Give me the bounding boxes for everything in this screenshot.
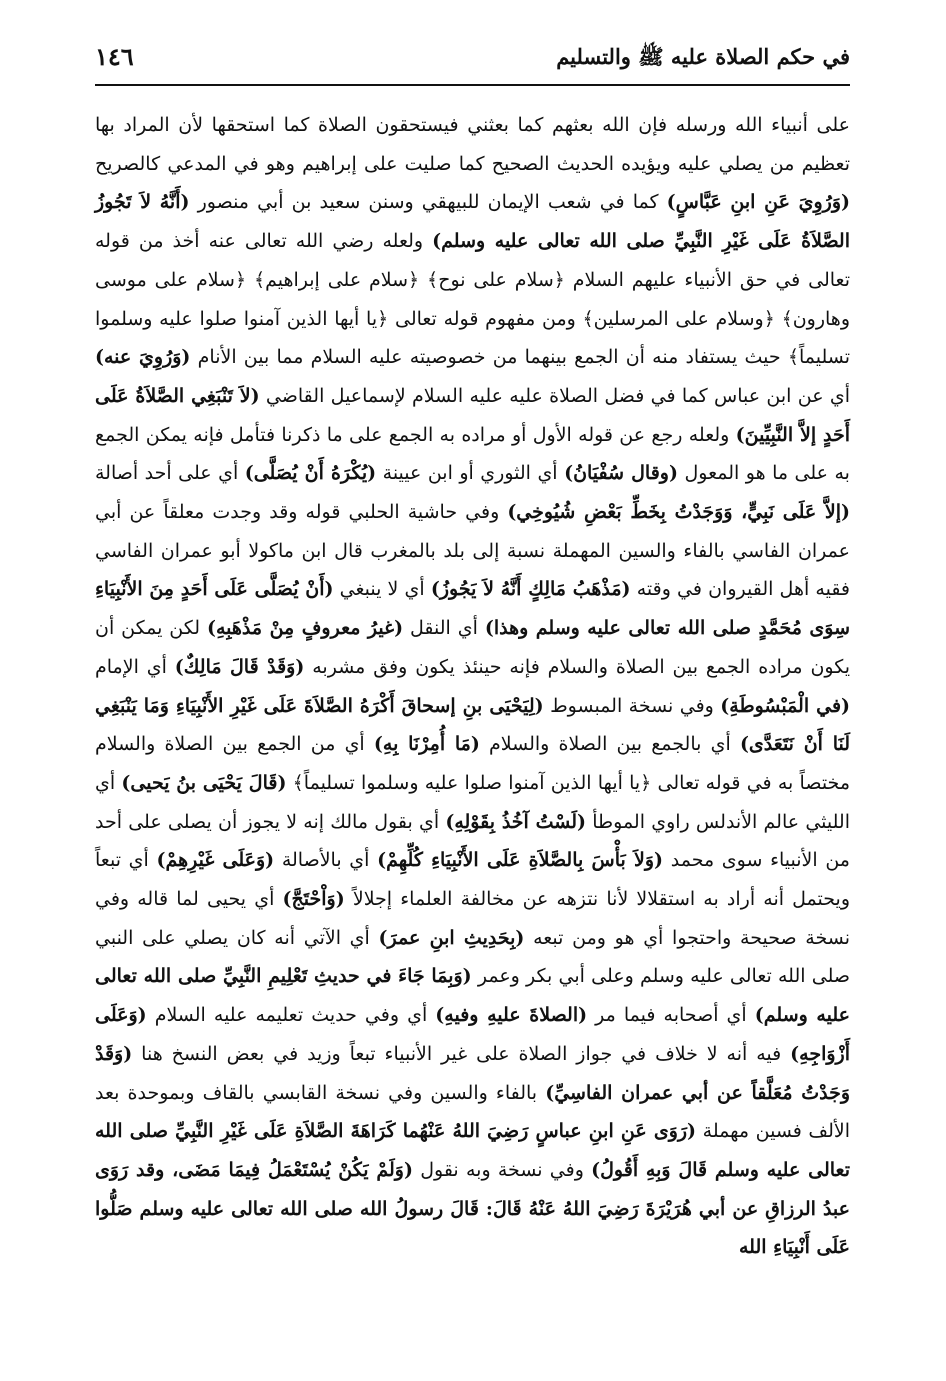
- quoted-text: (في الْمَبْسُوطَةِ): [720, 694, 851, 717]
- text-span: أي على أحد أصالة: [95, 462, 239, 485]
- text-span: أي تبعاً ويحتمل أنه أراد به استقلالا لأنا نتزهه عن مخالفة العلماء إجلالاً: [95, 849, 850, 911]
- page-number: ١٤٦: [95, 42, 134, 71]
- quoted-text: (وَلَمْ يَكُنْ يُسْتَعْمَلُ فِيمَا مَضَى، وقد رَوَى عبدُ الرزاقِ عن أبي هُرَيْرَةَ رَضِيَ اللهُ عَنْهُ قَالَ: قَالَ رسولُ الله صلى الله تعالى عليه وسلم صَلُّوا عَلَى أَنْبِيَاءِ الله: [95, 1158, 850, 1259]
- text-span: فيه أنه لا خلاف في جواز الصلاة على غير الأنبياء تبعاً وزيد في بعض النسخ هنا: [141, 1042, 782, 1065]
- quoted-text: (لِيَحْيَى بنِ إسحاقَ أَكْرَهُ الصَّلاَةَ عَلَى غَيْرِ الأَنْبِيَاءِ وَمَا يَنْبَغِي لَنَا أَنْ نَتَعَدَّى): [95, 694, 851, 756]
- text-span: أي أصحابه فيما مر: [595, 1004, 747, 1027]
- text-span: كما في شعب الإيمان للبيهقي وسنن سعيد بن أبي منصور: [197, 191, 659, 214]
- quoted-text: (أَنْ يُصَلَّى عَلَى أَحَدٍ مِنَ الأَنْبِيَاءِ سِوَى مُحَمَّدٍ صلى الله تعالى عليه وسلم وهذا): [95, 578, 851, 640]
- text-span: أي لا ينبغي: [339, 578, 425, 601]
- quoted-text: (وَلاَ بَأْسَ بِالصَّلاَةِ عَلَى الأَنْبِيَاءِ كُلِّهِمْ): [377, 849, 664, 872]
- quoted-text: (وَرُوِيَ عَنِ ابنِ عَبَّاسٍ): [666, 191, 850, 214]
- quoted-text: (بِحَدِيثِ ابنِ عمرَ): [378, 926, 525, 949]
- quoted-text: (الصلاةَ عليهِ وفيهِ): [435, 1004, 588, 1027]
- text-span: وفي حاشية الحلبي قوله وقد وجدت معلقاً عن أبي عمران الفاسي بالفاء والسين المهملة نسبة إلى بلد بالمغرب قال ابن ماكولا أبو عمران الفاسي فقيه أهل القيروان في وقته: [95, 501, 851, 601]
- text-span: أي الليثي عالم الأندلس راوي الموطأ: [95, 771, 850, 833]
- text-span: ولعله رضي الله تعالى عنه أخذ من قوله تعالى في حق الأنبياء عليهم السلام ﴿سلام على نوح﴾ ﴿سلام على إبراهيم﴾ ﴿سلام على موسى وهارون﴾ ﴿وسلام على المرسلين﴾ ومن مفهوم قوله تعالى ﴿يا أيها الذين آمنوا صلوا عليه وسلموا تسليماً﴾ حيث يستفاد منه أن الجمع بينهما من خصوصيته عليه السلام مما بين الأنام: [95, 230, 851, 369]
- quoted-text: (وَاْحْتَجَّ): [282, 888, 345, 911]
- quoted-text: (وقال سُفْيَانُ): [564, 462, 678, 485]
- quoted-text: (إلاَّ عَلَى نَبِيٍّ، وَوَجَدْتُ بِخَطِّ بَعْضِ شُيُوخِي): [507, 501, 850, 524]
- quoted-text: (قَالَ يَحْيَى بنُ يَحيى): [121, 771, 287, 794]
- text-span: على أنبياء الله ورسله فإن الله بعثهم كما بعثني فيستحقون الصلاة كما استحقها لأن المراد بها تعظيم من يصلي عليه ويؤيده الحديث الصحيح كما صليت على إبراهيم وهو في المدعي كالصريح: [95, 114, 850, 175]
- text-span: أي وفي حديث تعليمه عليه السلام: [154, 1004, 428, 1027]
- text-span: وفي نسخة وبه نقول: [420, 1158, 584, 1181]
- quoted-text: (مَذْهَبُ مَالِكٍ أَنَّهُ لاَ يَجُوزُ): [430, 578, 631, 601]
- text-span: أي من الجمع بين الصلاة والسلام مختصاً به في قوله تعالى ﴿يا أيها الذين آمنوا صلوا عليه وسلموا تسليماً﴾: [95, 733, 851, 794]
- quoted-text: (وَعَلَى أَزْوَاجِهِ): [95, 1004, 850, 1065]
- quoted-text: (يُكْرَهُ أَنْ يُصَلَّى): [244, 462, 377, 485]
- quoted-text: (وَقَدْ وَجَدْتُ مُعَلَّقاً عن أبي عمران الفاسِيِّ): [95, 1042, 850, 1104]
- quoted-text: (لَسْتُ آخُذُ بِقَوْلِهِ): [445, 810, 586, 833]
- text-span: بالفاء والسين وفي نسخة القابسي بالقاف وبموحدة بعد الألف فسين مهملة: [95, 1081, 850, 1143]
- quoted-text: (أَنَّهُ لاَ تَجُوزُ الصَّلاَةُ عَلَى غَيْرِ النَّبِيِّ صلى الله تعالى عليه وسلم): [95, 191, 850, 253]
- quoted-text: (وَرُوِيَ عنه): [95, 346, 191, 369]
- page-header: [95, 40, 850, 86]
- quoted-text: (لاَ تَنْبَغِي الصَّلاَةُ عَلَى أَحَدٍ إلاَّ النَّبِيِّينَ): [95, 384, 850, 446]
- quoted-text: (وَقَدْ قَالَ مَالِكٌ): [174, 655, 305, 678]
- text-span: أي الآتي أنه كان يصلي على النبي صلى الله تعالى عليه وسلم وعلى أبي بكر وعمر: [95, 926, 850, 988]
- paragraph: [95, 106, 850, 1267]
- text-span: أي بالجمع بين الصلاة والسلام: [489, 733, 731, 756]
- body-text: [95, 106, 850, 1267]
- book-page: [95, 40, 850, 1360]
- text-span: أي بالأصالة: [281, 849, 370, 872]
- text-span: أي يحيى لما قاله وفي نسخة صحيحة واحتجوا أي هو ومن تبعه: [95, 888, 850, 949]
- running-title: في حكم الصلاة عليه ﷺ والتسليم: [556, 44, 850, 69]
- text-span: وفي نسخة المبسوط: [550, 694, 714, 717]
- quoted-text: (مَا أُمِرْنَا بِهِ): [373, 733, 480, 756]
- text-span: ولعله رجع عن قوله الأول أو مراده به الجمع على ما ذكرنا فتأمل فإنه يمكن الجمع به على ما هو المعول: [95, 423, 850, 485]
- quoted-text: (غيرُ معروفٍ مِنْ مَذْهَبِهِ): [207, 617, 404, 640]
- text-span: أي بقول مالك إنه لا يجوز أن يصلى على أحد من الأنبياء سوى محمد: [95, 810, 850, 872]
- quoted-text: (وَبِمَا جَاءَ في حديثِ تَعْلِيمِ النَّبِيِّ صلى الله تعالى عليه وسلم): [95, 965, 850, 1027]
- text-span: أي الثوري أو ابن عيينة: [382, 462, 558, 485]
- text-span: لكن يمكن أن يكون مراده الجمع بين الصلاة والسلام فإنه حينئذ يكون وفق مشربه: [95, 617, 851, 678]
- text-span: أي النقل: [410, 617, 478, 640]
- quoted-text: (رَوَى عَنِ ابنِ عباسٍ رَضِيَ اللهُ عَنْهُما كَرَاهَةَ الصَّلاَةِ عَلَى غَيْرِ النَّبِيِّ صلى الله تعالى عليه وسلم قَالَ وَبِهِ أَقُولُ): [95, 1120, 850, 1181]
- quoted-text: (وَعَلَى غَيْرِهِمْ): [156, 849, 275, 872]
- text-span: أي عن ابن عباس كما في فضل الصلاة عليه عليه السلام لإسماعيل القاضي: [265, 384, 851, 407]
- text-span: أي الإمام: [95, 655, 167, 678]
